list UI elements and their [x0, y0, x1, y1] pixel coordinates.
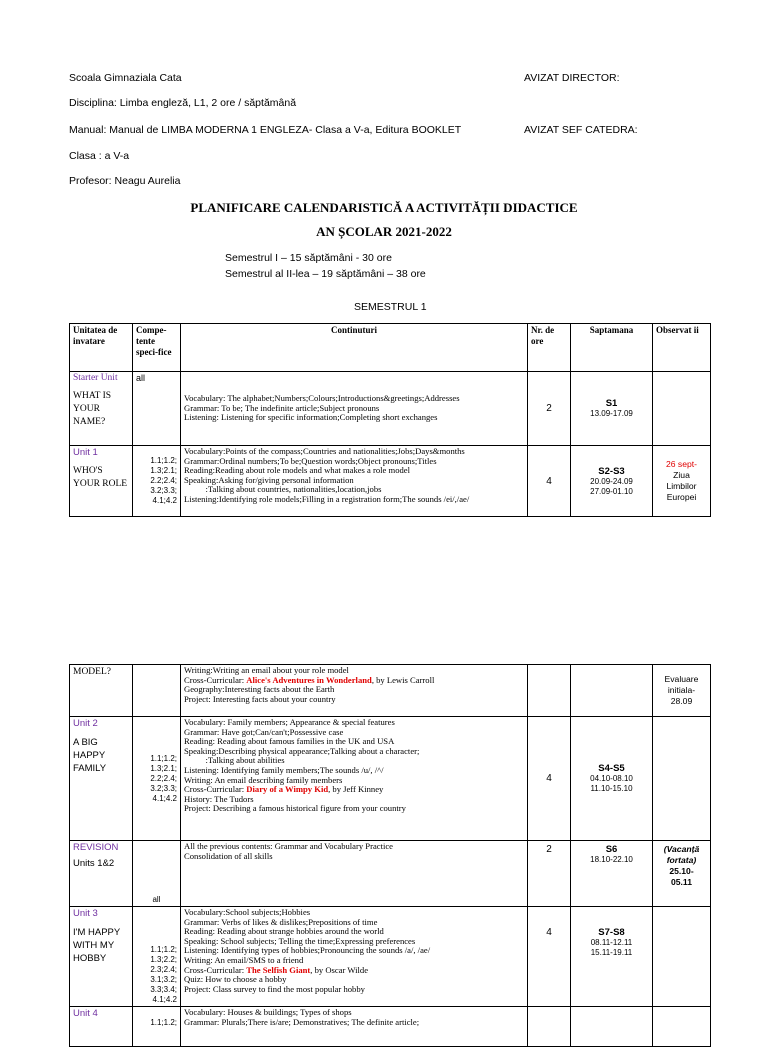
content-cell [181, 665, 528, 717]
unit-tag: Unit 3 [73, 908, 98, 919]
unit-name: I'M HAPPY WITH MY HOBBY [73, 927, 121, 964]
content-line: Reading:Reading about role models and what makes a role model [184, 465, 411, 476]
header-unit: Unitatea de invatare [70, 324, 133, 372]
content-line: Writing:Writing an email about your role model [184, 665, 349, 675]
observations-cell [653, 446, 711, 517]
week-dates: 04.10-08.10 [590, 774, 633, 783]
content-line: All the previous contents: Grammar and Vocabulary Practice [184, 841, 393, 851]
content-line: Grammar: Verbs of likes & dislikes;Prepositions of time [184, 916, 378, 927]
content-line: Speaking: School subjects; Telling the time;Expressing preferences [184, 935, 416, 946]
cross-label: Cross-Curricular: [184, 964, 247, 975]
week-dates: 27.09-01.10 [590, 486, 633, 496]
competence-line: 1.1;1.2; [150, 753, 177, 763]
table-row [70, 372, 711, 446]
observation-line: 25.10- [669, 866, 694, 876]
header-hours: Nr. de ore [528, 324, 571, 372]
cross-author: , by Jeff Kinney [328, 784, 384, 795]
unit-tag: Unit 2 [73, 718, 98, 729]
cross-label: Cross-Curricular: [184, 784, 247, 795]
competence-line: 2.2;2.4; [150, 476, 177, 485]
competence-line: 1.3;2.2; [150, 955, 177, 964]
manual: Manual: Manual de LIMBA MODERNA 1 ENGLEZA- Clasa a V-a, Editura BOOKLET [69, 124, 462, 136]
content-line: :Talking about countries, nationalities,location,jobs [184, 484, 382, 495]
week-label: S2-S3 [598, 465, 625, 477]
content-line: Vocabulary: The alphabet;Numbers;Colours;Introductions&greetings;Addresses [184, 393, 460, 404]
competences-cell: all [133, 372, 181, 446]
content-cell [181, 372, 528, 446]
content-line: Writing: An email describing family members [184, 774, 343, 785]
cross-title: Alice's Adventures in Wonderland [246, 674, 372, 685]
competence-line: 4.1;4.2 [152, 496, 177, 505]
observation-line: Europei [666, 492, 697, 502]
unit-tag: REVISION [73, 842, 119, 853]
header-observations: Observat ii [653, 324, 711, 372]
unit-name: A BIG HAPPY FAMILY [73, 737, 107, 774]
content-line: Geography:Interesting facts about the Earth [184, 684, 335, 695]
content-line: Listening:Identifying role models;Filling in a registration form;The sounds /ei/,/ae/ [184, 493, 470, 504]
content-cell [181, 1007, 528, 1047]
observations-cell [653, 717, 711, 841]
table-row [70, 841, 711, 907]
hours-cell: 4 [528, 717, 571, 841]
content-line: Speaking:Describing physical appearance;Talking about a character; [184, 745, 420, 756]
avizat-director: AVIZAT DIRECTOR: [524, 72, 620, 84]
unit-name: MODEL? [73, 667, 111, 677]
competence-line: 1.1;1.2; [150, 456, 177, 465]
week-dates: 15.11-19.11 [590, 948, 633, 957]
observation-line: 28.09 [670, 696, 693, 706]
semester-1-info: Semestrul I – 15 săptămâni - 30 ore [225, 252, 392, 264]
table-row [70, 446, 711, 517]
unit-name: WHO'S YOUR ROLE [73, 466, 128, 489]
content-cell [181, 907, 528, 1007]
competences-cell [133, 665, 181, 717]
hours-cell: 2 [528, 372, 571, 446]
week-label: S4-S5 [598, 763, 625, 774]
content-line: Grammar:Ordinal numbers;To be;Question words;Object pronouns;Titles [184, 455, 437, 466]
header-week: Saptamana [571, 324, 653, 372]
content-line: Vocabulary: Family members; Appearance & special features [184, 717, 395, 727]
unit-name: Units 1&2 [73, 858, 115, 869]
content-line: Quiz: How to choose a hobby [184, 974, 287, 985]
observation-line: 05.11 [670, 877, 693, 887]
observations-cell [653, 907, 711, 1007]
unit-cell [70, 665, 133, 717]
content-line: History: The Tudors [184, 793, 254, 804]
table-row [70, 1007, 711, 1047]
week-cell [571, 841, 653, 907]
planning-table-1 [69, 323, 711, 517]
cross-author: , by Lewis Carroll [371, 674, 435, 685]
competences-cell [133, 1007, 181, 1047]
content-line: Vocabulary:Points of the compass;Countries and nationalities;Jobs;Days&months [184, 446, 465, 456]
observations-cell [653, 372, 711, 446]
content-line: Project: Interesting facts about your country [184, 693, 336, 704]
competence-line: 3.2;3.3; [150, 486, 177, 495]
school-year: AN ȘCOLAR 2021-2022 [316, 224, 452, 239]
content-cell [181, 841, 528, 907]
unit-cell [70, 717, 133, 841]
content-line: Vocabulary: Houses & buildings; Types of shops [184, 1007, 352, 1017]
unit-cell [70, 372, 133, 446]
content-line: Grammar: Plurals;There is/are; Demonstratives; The definite article; [184, 1016, 420, 1027]
content-line: Reading: Reading about strange hobbies around the world [184, 926, 384, 937]
competence-line: 1.3;2.1; [150, 466, 177, 475]
content-line: Listening: Identifying types of hobbies;Pronouncing the sounds /a/, /ae/ [184, 945, 431, 956]
week-label: S6 [605, 844, 618, 855]
hours-cell [528, 665, 571, 717]
table-header-row [70, 324, 711, 372]
cross-title: The Selfish Giant [246, 964, 311, 975]
unit-name: WHAT IS YOUR NAME? [73, 391, 112, 427]
hours-cell: 4 [528, 907, 571, 1007]
competences-cell: all [133, 841, 181, 907]
class: Clasa : a V-a [69, 150, 130, 162]
discipline: Disciplina: Limba engleză, L1, 2 ore / săptămână [69, 97, 297, 109]
content-line: Listening: Listening for specific information;Completing short exchanges [184, 412, 438, 423]
unit-cell [70, 446, 133, 517]
week-dates: 13.09-17.09 [590, 409, 633, 418]
competences-cell [133, 907, 181, 1007]
competence-line: 4.1;4.2 [152, 995, 177, 1004]
observation-line: (Vacanță [663, 844, 700, 854]
week-dates: 20.09-24.09 [590, 476, 633, 486]
table-row [70, 665, 711, 717]
unit-tag: Unit 4 [73, 1008, 98, 1019]
competence-line: 1.1;1.2; [150, 945, 177, 954]
content-line: Reading: Reading about famous families in the UK and USA [184, 736, 395, 747]
week-dates: 08.11-12.11 [590, 938, 633, 947]
header-competences: Compe-tente speci-fice [133, 324, 181, 372]
content-line: Grammar: To be; The indefinite article;Subject pronouns [184, 402, 380, 413]
content-line: Writing: An email/SMS to a friend [184, 954, 304, 965]
week-cell [571, 372, 653, 446]
competence-line: 2.3;2.4; [150, 965, 177, 974]
competences-cell [133, 446, 181, 517]
table-row [70, 717, 711, 841]
content-line: Project: Describing a famous historical figure from your country [184, 803, 406, 814]
content-line: :Talking about abilities [184, 755, 285, 766]
hours-cell: 2 [528, 841, 571, 907]
week-label: S1 [605, 398, 618, 409]
content-line: Listening: Identifying family members;The sounds /u/, /^/ [184, 764, 384, 775]
content-line: Project: Class survey to find the most popular hobby [184, 983, 365, 994]
planning-table-2 [69, 664, 711, 1047]
competence-line: 4.1;4.2 [152, 793, 177, 803]
observation-line: Limbilor [666, 481, 697, 491]
week-cell [571, 446, 653, 517]
unit-tag: Starter Unit [73, 373, 118, 383]
cross-author: , by Oscar Wilde [310, 964, 369, 975]
unit-cell [70, 907, 133, 1007]
competence-line: 1.3;2.1; [150, 763, 177, 773]
competence-line: 3.3;3.4; [150, 985, 177, 994]
content-line: Grammar: Have got;Can/can't;Possessive case [184, 726, 344, 737]
teacher: Profesor: Neagu Aurelia [69, 175, 181, 187]
observation-line: Evaluare [664, 674, 699, 684]
hours-cell [528, 1007, 571, 1047]
week-cell [571, 1007, 653, 1047]
week-label: S7-S8 [598, 927, 625, 938]
observations-cell [653, 1007, 711, 1047]
school-name: Scoala Gimnaziala Cata [69, 72, 182, 84]
week-dates: 18.10-22.10 [590, 855, 633, 864]
table-row [70, 907, 711, 1007]
observation-date: 26 sept- [665, 459, 698, 469]
content-line: Vocabulary:School subjects;Hobbies [184, 907, 311, 917]
page-title: PLANIFICARE CALENDARISTICĂ A ACTIVITĂȚII DIDACTICE [190, 200, 578, 215]
observation-line: initiala- [667, 685, 696, 695]
competences-cell [133, 717, 181, 841]
observations-cell [653, 841, 711, 907]
content-line: Speaking:Asking for/giving personal information [184, 474, 354, 485]
observations-cell [653, 665, 711, 717]
observation-line: Ziua [673, 470, 690, 480]
header-content: Continuturi [181, 324, 528, 372]
competence-line: 2.2;2.4; [150, 773, 177, 783]
competence-line: 3.1;3.2; [150, 975, 177, 984]
observation-line: fortata) [666, 855, 697, 865]
content-cell [181, 446, 528, 517]
week-cell [571, 717, 653, 841]
semester-heading: SEMESTRUL 1 [354, 301, 427, 313]
avizat-sef-catedra: AVIZAT SEF CATEDRA: [524, 124, 638, 136]
week-cell [571, 907, 653, 1007]
hours-cell: 4 [528, 446, 571, 517]
competence-line: 1.1;1.2; [150, 1018, 177, 1027]
week-cell [571, 665, 653, 717]
unit-cell [70, 841, 133, 907]
unit-cell [70, 1007, 133, 1047]
content-cell [181, 717, 528, 841]
cross-title: Diary of a Wimpy Kid [246, 784, 329, 795]
content-line: Consolidation of all skills [184, 850, 273, 861]
semester-2-info: Semestrul al II-lea – 19 săptămâni – 38 ore [225, 268, 426, 280]
unit-tag: Unit 1 [73, 447, 98, 458]
competence-line: 3.2;3.3; [150, 783, 177, 793]
cross-label: Cross-Curricular: [184, 674, 247, 685]
week-dates: 11.10-15.10 [590, 784, 633, 793]
